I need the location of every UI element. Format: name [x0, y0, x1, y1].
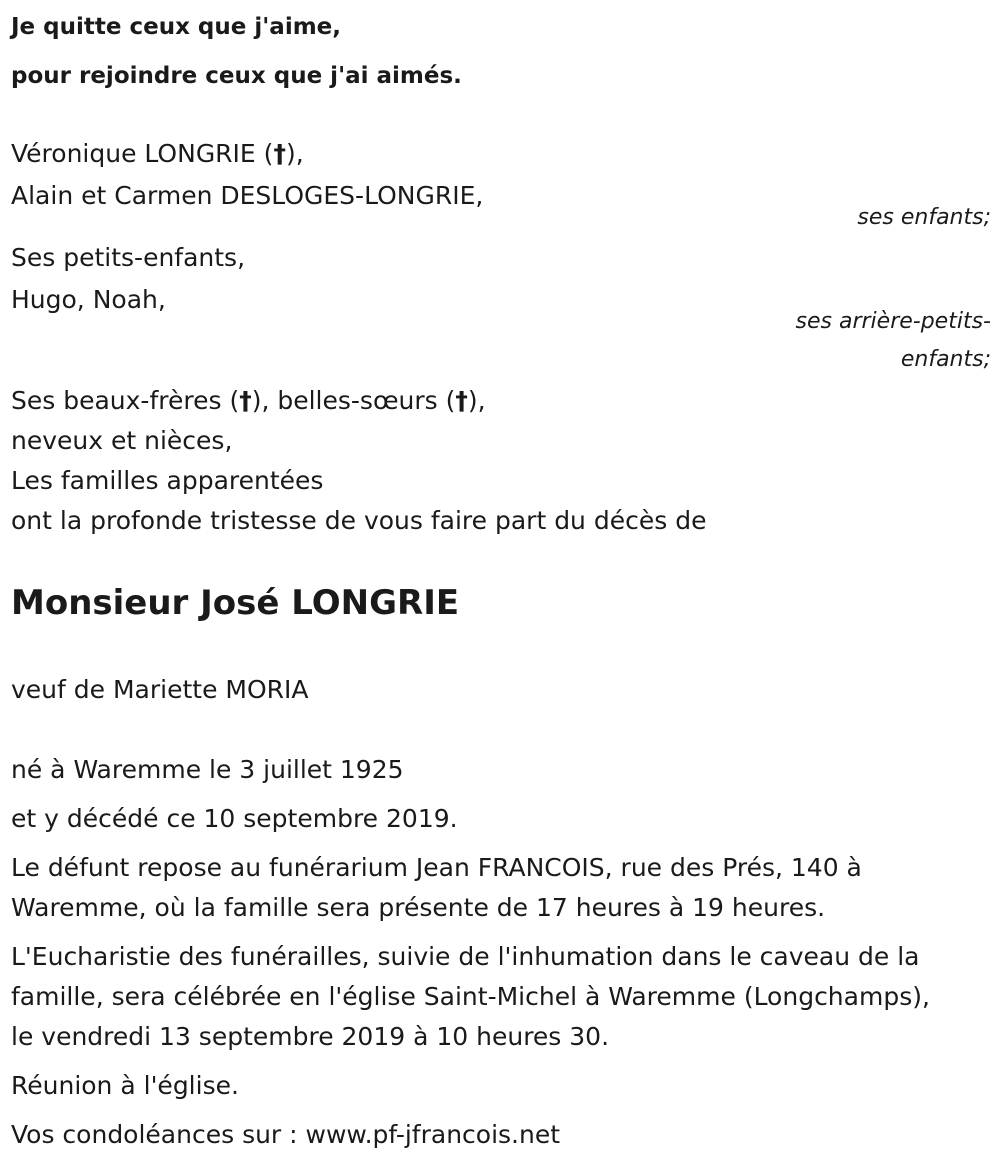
in-laws-sisters-text: ), belles-sœurs ( [251, 386, 456, 415]
family-line-1-end: ), [467, 386, 486, 415]
announcement-line: ont la profonde tristesse de vous faire part du décès de [11, 506, 707, 535]
rest-line-2: Waremme, où la famille sera présente de 17 heures à 19 heures. [11, 893, 826, 922]
deceased-name: Monsieur José LONGRIE [11, 583, 460, 623]
child-name-1-text: Véronique LONGRIE ( [11, 139, 274, 168]
cross-icon: † [273, 139, 286, 168]
meeting-line: Réunion à l'église. [11, 1071, 239, 1100]
family-line-1 [11, 386, 486, 416]
cross-icon: † [239, 386, 252, 415]
epigraph-line-1: Je quitte ceux que j'aime, [11, 14, 342, 40]
ceremony-line-3: le vendredi 13 septembre 2019 à 10 heures 30. [11, 1022, 610, 1051]
cross-icon: † [455, 386, 468, 415]
family-line-2: neveux et nièces, [11, 426, 233, 455]
ceremony-line-2: famille, sera célébrée en l'église Saint-Michel à Waremme (Longchamps), [11, 982, 930, 1011]
child-name-2: Alain et Carmen DESLOGES-LONGRIE, [11, 181, 484, 210]
children-role: ses enfants; [857, 205, 991, 230]
child-name-1-end: ), [285, 139, 304, 168]
in-laws-brothers-text: Ses beaux-frères ( [11, 386, 240, 415]
death-line: et y décédé ce 10 septembre 2019. [11, 804, 458, 833]
epigraph-line-2: pour rejoindre ceux que j'ai aimés. [11, 63, 462, 89]
ceremony-line-1: L'Eucharistie des funérailles, suivie de l'inhumation dans le caveau de la [11, 942, 920, 971]
child-name-1 [11, 139, 304, 169]
great-grandchildren-role-2: enfants; [900, 347, 991, 372]
rest-line-1: Le défunt repose au funérarium Jean FRANCOIS, rue des Prés, 140 à [11, 853, 862, 882]
condolences-line[interactable]: Vos condoléances sur : www.pf-jfrancois.net [11, 1120, 561, 1149]
widower-line: veuf de Mariette MORIA [11, 675, 309, 704]
grandchildren-names: Hugo, Noah, [11, 285, 166, 314]
family-line-3: Les familles apparentées [11, 466, 324, 495]
birth-line: né à Waremme le 3 juillet 1925 [11, 755, 404, 784]
grandchildren-heading: Ses petits-enfants, [11, 243, 246, 272]
great-grandchildren-role-1: ses arrière-petits- [795, 309, 991, 334]
